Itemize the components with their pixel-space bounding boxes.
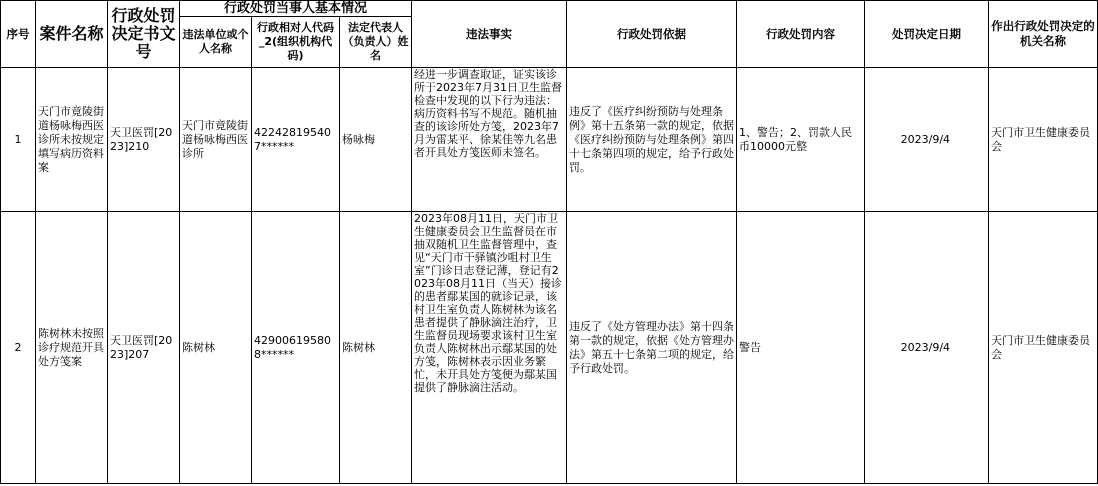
cell-index: 1 — [1, 68, 36, 212]
header-authority: 作出行政处罚决定的机关名称 — [989, 1, 1098, 68]
header-legal-rep: 法定代表人（负责人）姓名 — [340, 17, 412, 68]
cell-content: 1、警告；2、罚款人民币10000元整 — [737, 68, 865, 212]
cell-credit-code: 429006195808****** — [252, 212, 340, 484]
header-credit-code: 行政相对人代码_2(组织机构代码) — [252, 17, 340, 68]
header-index: 序号 — [1, 1, 36, 68]
cell-party-name: 天门市竟陵街道杨咏梅西医诊所 — [180, 68, 252, 212]
cell-basis: 违反了《医疗纠纷预防与处理条例》第十五条第一款的规定，依据《医疗纠纷预防与处理条例》第四十七条第四项的规定，给予行政处罚。 — [567, 68, 737, 212]
header-case-name: 案件名称 — [36, 1, 108, 68]
header-decision-no: 行政处罚决定书文号 — [108, 1, 180, 68]
cell-date: 2023/9/4 — [865, 212, 989, 484]
header-content: 行政处罚内容 — [737, 1, 865, 68]
cell-basis: 违反了《处方管理办法》第十四条第一款的规定，依据《处方管理办法》第五十七条第二项的规定，给予行政处罚。 — [567, 212, 737, 484]
cell-authority: 天门市卫生健康委员会 — [989, 68, 1098, 212]
cell-content: 警告 — [737, 212, 865, 484]
cell-legal-rep: 杨咏梅 — [340, 68, 412, 212]
table-row — [1, 68, 1098, 212]
cell-decision-no: 天卫医罚[2023]210 — [108, 68, 180, 212]
cell-facts: 经进一步调查取证，证实该诊所于2023年7月31日卫生监督检查中发现的以下行为违法：病历资料书写不规范。随机抽查的该诊所处方笺，2023年7月为雷某平、徐某佳等九名患者开具处方笺医师未签名。 — [412, 68, 567, 212]
cell-case-name: 陈树林未按照诊疗规范开具处方笺案 — [36, 212, 108, 484]
cell-date: 2023/9/4 — [865, 68, 989, 212]
cell-legal-rep: 陈树林 — [340, 212, 412, 484]
cell-authority: 天门市卫生健康委员会 — [989, 212, 1098, 484]
cell-index: 2 — [1, 212, 36, 484]
table-row — [1, 212, 1098, 484]
header-date: 处罚决定日期 — [865, 1, 989, 68]
cell-credit-code: 422428195407****** — [252, 68, 340, 212]
cell-facts: 2023年08月11日，天门市卫生健康委员会卫生监督员在市抽双随机卫生监督管理中，查见“天门市干驿镇沙咀村卫生室”门诊日志登记薄，登记有2023年08月11日（当天）接诊的患者鄢某国的就诊记录，该村卫生室负责人陈树林为该名患者提供了静脉滴注治疗，卫生监督员现场要求该村卫生室负责人陈树林出示鄢某国的处方笺，陈树林表示因业务繁忙，未开具处方笺便为鄢某国提供了静脉滴注活动。 — [412, 212, 567, 484]
cell-decision-no: 天卫医罚[2023]207 — [108, 212, 180, 484]
header-party-group: 行政处罚当事人基本情况 — [180, 1, 412, 17]
cell-case-name: 天门市竟陵街道杨咏梅西医诊所未按规定填写病历资料案 — [36, 68, 108, 212]
header-party-name: 违法单位或个人名称 — [180, 17, 252, 68]
cell-party-name: 陈树林 — [180, 212, 252, 484]
header-basis: 行政处罚依据 — [567, 1, 737, 68]
header-facts: 违法事实 — [412, 1, 567, 68]
header-row-top — [1, 1, 1098, 17]
